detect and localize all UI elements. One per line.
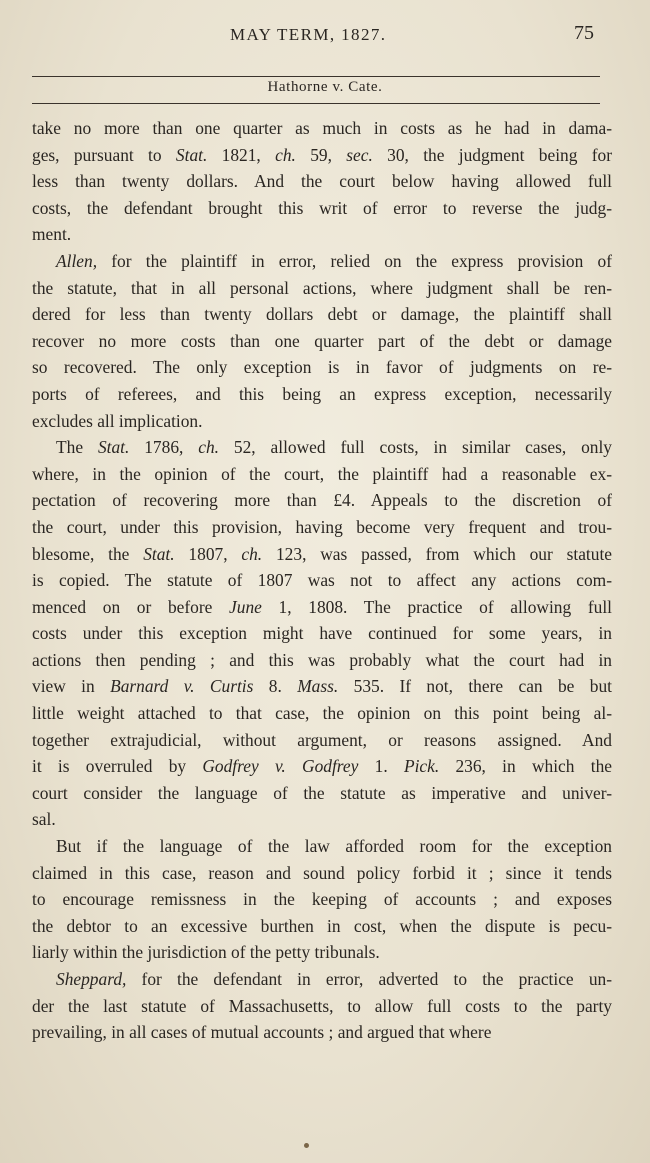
text-line: [32, 647, 612, 674]
text-run: costs under this exception might have continued for some years, in: [32, 623, 612, 644]
text-run: pectation of recovering more than £4. Appeals to the discretion of: [32, 490, 612, 511]
italic-text: Barnard v. Curtis: [110, 676, 254, 697]
italic-text: Stat.: [143, 543, 175, 564]
italic-text: Godfrey v. Godfrey: [202, 756, 359, 777]
text-line: [32, 434, 612, 461]
running-title: MAY TERM, 1827.: [230, 25, 387, 44]
italic-text: Mass.: [297, 676, 339, 697]
text-line: [32, 115, 612, 142]
text-run: 59,: [295, 144, 347, 165]
text-line: [32, 301, 612, 328]
text-run: recover no more costs than one quarter part of the debt or damage: [32, 330, 612, 351]
text-run: 52, allowed full costs, in similar cases, only: [219, 437, 612, 458]
text-run: prevailing, in all cases of mutual accounts ; and argued that where: [32, 1022, 492, 1043]
text-run: claimed in this case, reason and sound policy forbid it ; since it tends: [32, 862, 612, 883]
text-run: ports of referees, and this being an express exception, necessarily: [32, 383, 612, 404]
text-line: [32, 541, 612, 568]
text-run: 1807,: [174, 543, 242, 564]
text-run: take no more than one quarter as much in costs as he had in dama-: [32, 118, 612, 138]
text-run: dered for less than twenty dollars debt or damage, the plaintiff shall: [32, 304, 612, 325]
text-run: 8.: [253, 676, 298, 697]
text-line: [32, 806, 612, 833]
text-run: 30, the judgment being for: [372, 144, 612, 165]
italic-text: ch.: [241, 543, 263, 564]
text-run: the court, under this provision, having become very frequent and trou-: [32, 516, 612, 537]
italic-text: ch.: [275, 144, 296, 165]
italic-text: Pick.: [403, 756, 440, 777]
text-run: together extrajudicial, without argument, or reasons assigned. And: [32, 729, 612, 750]
text-run: 236, in which the: [439, 756, 612, 777]
text-run: menced on or before: [32, 596, 230, 617]
text-line: [32, 594, 612, 621]
italic-text: Stat.: [175, 144, 208, 165]
italic-text: ch.: [198, 437, 220, 458]
page-number: 75: [574, 22, 594, 44]
italic-text: Allen,: [56, 250, 98, 271]
text-line: [32, 275, 612, 302]
text-line: [32, 620, 612, 647]
text-run: 535. If not, there can be but: [338, 676, 612, 697]
text-line: [32, 860, 612, 887]
text-line: [32, 248, 612, 275]
text-run: The: [56, 437, 98, 458]
text-line: [32, 886, 612, 913]
text-run: sal.: [32, 809, 56, 830]
text-line: [32, 700, 612, 727]
text-line: [32, 939, 612, 966]
text-line: [32, 195, 612, 222]
text-run: to encourage remissness in the keeping of accounts ; and exposes: [32, 889, 612, 910]
running-head: [0, 22, 650, 52]
text-line: [32, 753, 612, 780]
text-line: [32, 354, 612, 381]
text-run: But if the language of the law afforded room for the exception: [56, 836, 612, 857]
text-run: the debtor to an excessive burthen in cost, when the dispute is pecu-: [32, 915, 612, 936]
italic-text: Sheppard,: [56, 969, 127, 989]
header-rule-bottom: [32, 103, 600, 104]
text-run: it is overruled by: [32, 756, 203, 777]
text-line: [32, 487, 612, 514]
italic-text: June: [229, 596, 262, 617]
text-run: view in: [32, 676, 111, 697]
text-run: court consider the language of the statute as imperative and univer-: [32, 782, 612, 803]
italic-text: Stat.: [97, 437, 130, 458]
text-line: [32, 328, 612, 355]
text-run: blesome, the: [32, 543, 144, 564]
text-line: [32, 673, 612, 700]
text-run: 1.: [358, 756, 404, 777]
paragraph: [32, 833, 612, 966]
text-run: actions then pending ; and this was probably what the court had in: [32, 649, 612, 670]
text-line: [32, 727, 612, 754]
text-run: where, in the opinion of the court, the plaintiff had a reasonable ex-: [32, 463, 612, 484]
text-run: der the last statute of Massachusetts, to allow full costs to the party: [32, 995, 612, 1016]
text-run: liarly within the jurisdiction of the petty tribunals.: [32, 942, 380, 963]
text-run: is copied. The statute of 1807 was not to affect any actions com-: [32, 570, 612, 591]
text-run: for the plaintiff in error, relied on the express provision of: [97, 250, 612, 271]
text-line: [32, 221, 612, 248]
text-run: 1821,: [207, 144, 276, 165]
text-run: 1, 1808. The practice of allowing full: [261, 596, 612, 617]
text-run: the statute, that in all personal actions, where judgment shall be ren-: [32, 277, 612, 298]
text-line: [32, 408, 612, 435]
text-run: excludes all implication.: [32, 410, 203, 431]
paragraph: [32, 434, 612, 833]
text-line: [32, 780, 612, 807]
paragraph: [32, 966, 612, 1046]
text-line: [32, 514, 612, 541]
header-rule-top: [32, 76, 600, 77]
text-line: [32, 913, 612, 940]
case-title: Hathorne v. Cate.: [267, 79, 383, 95]
text-line: [32, 461, 612, 488]
text-line: [32, 142, 612, 169]
paragraph: [32, 248, 612, 434]
text-line: [32, 966, 612, 993]
body-text: [32, 115, 612, 1046]
text-line: [32, 833, 612, 860]
text-run: ment.: [32, 224, 72, 245]
text-run: less than twenty dollars. And the court below having allowed full: [32, 171, 612, 192]
text-line: [32, 381, 612, 408]
text-line: [32, 1019, 612, 1046]
paragraph: [32, 115, 612, 248]
text-run: costs, the defendant brought this writ of error to reverse the judg-: [32, 197, 612, 218]
text-line: [32, 168, 612, 195]
text-run: 123, was passed, from which our statute: [262, 543, 612, 564]
page-ornament-dot: [304, 1143, 309, 1148]
text-run: 1786,: [129, 437, 199, 458]
text-line: [32, 567, 612, 594]
text-line: [32, 993, 612, 1020]
text-run: ges, pursuant to: [32, 144, 176, 165]
text-run: so recovered. The only exception is in favor of judgments on re-: [32, 357, 612, 378]
text-run: little weight attached to that case, the opinion on this point being al-: [32, 703, 612, 724]
text-run: for the defendant in error, adverted to the practice un-: [126, 969, 612, 989]
italic-text: sec.: [346, 144, 373, 165]
